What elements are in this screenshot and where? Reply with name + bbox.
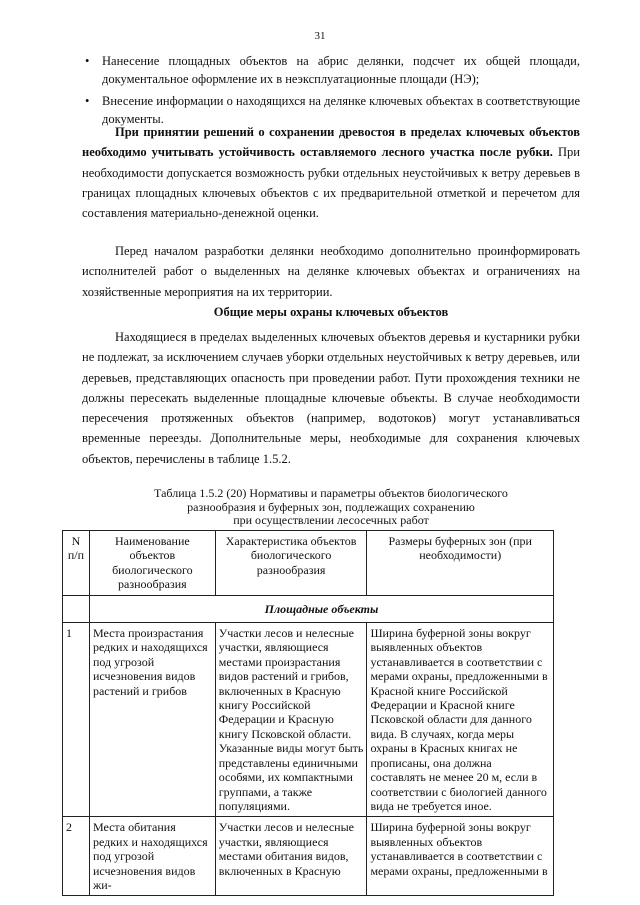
table-section-row [63, 595, 554, 622]
section-title: Площадные объекты [89, 595, 553, 622]
biodiversity-table [62, 530, 554, 896]
bullet-icon: • [85, 54, 90, 68]
row-buffer: Ширина буферной зоны вокруг выявленных объектов устанавливается в соответствии с мерами охраны, предложенными в [367, 817, 554, 896]
caption-line: разнообразия и буферных зон, подлежащих сохранению [187, 499, 475, 514]
bullet-list [82, 53, 580, 133]
table-header-row [63, 531, 554, 596]
list-item [82, 53, 580, 88]
row-buffer: Ширина буферной зоны вокруг выявленных объектов устанавливается в соответствии с мерами охраны, предложенными в Красной книге Российской Федерации и Красной книге Псковской области для данного вида. В случаях, когда меры охраны в Красных книгах не прописаны, она должна составлять не менее 20 м, если в соответствии с биологией данного вида не требуется иное. [367, 623, 554, 817]
row-name: Места обитания редких и находящихся под угрозой исчезновения видов жи- [89, 817, 215, 896]
paragraph-inform-workers [82, 241, 580, 302]
row-characteristic: Участки лесов и нелесные участки, являющиеся местами обитания видов, включенных в Красную [215, 817, 367, 896]
header-name: Наименование объектов биологического разнообразия [89, 531, 215, 596]
paragraph-protection-measures [82, 327, 580, 469]
header-number: N п/п [63, 531, 90, 596]
table-caption [82, 487, 580, 528]
caption-line: при осуществлении лесосечных работ [233, 513, 429, 527]
header-characteristic: Характеристика объектов биологического разнообразия [215, 531, 367, 596]
paragraph-key-objects-decision [82, 122, 580, 223]
table-row [63, 623, 554, 817]
row-number: 1 [63, 623, 90, 817]
row-name: Места произрастания редких и находящихся под угрозой исчезновения видов растений и грибов [89, 623, 215, 817]
row-characteristic: Участки лесов и нелесные участки, являющиеся местами произрастания видов растений и грибов, включенных в Красную книгу Российской Федерации и Красную книгу Псковской области. Указанные виды могут быть представлены единичными особями, их компактными группами, а также популяциями. [215, 623, 367, 817]
table-cell-empty [63, 595, 90, 622]
section-heading: Общие меры охраны ключевых объектов [213, 305, 449, 319]
row-number: 2 [63, 817, 90, 896]
paragraph-bold-text: При принятии решений о сохранении древостоя в пределах ключевых объектов необходимо учитывать устойчивость оставляемого лесного участка после рубки. [82, 125, 580, 160]
caption-line: Таблица 1.5.2 (20) Нормативы и параметры объектов биологического [154, 486, 508, 500]
bullet-icon: • [85, 94, 90, 108]
bullet-text: Внесение информации о находящихся на делянке ключевых объектах в соответствующие документы. [102, 94, 580, 126]
paragraph-text: Перед началом разработки делянки необходимо дополнительно проинформировать исполнителей работ о выделенных на делянке ключевых объектах и ограничениях на хозяйственные мероприятия на их территории. [82, 244, 580, 299]
header-buffer: Размеры буферных зон (при необходимости) [367, 531, 554, 596]
paragraph-text: Находящиеся в пределах выделенных ключевых объектов деревья и кустарники рубки не подлежат, за исключением случаев уборки отдельных неустойчивых к ветру деревьев, или деревьев, представляющих опасность при проведении работ. Пути прохождения техники не должны пересекать выделенные площадные ключевые объекты. В случае необходимости пересечения протяженных объектов (например, водотоков) могут устанавливаться временные переезды. Дополнительные меры, необходимые для сохранения ключевых объектов, перечислены в таблице 1.5.2. [82, 330, 580, 466]
bullet-text: Нанесение площадных объектов на абрис делянки, подсчет их общей площади, документальное оформление их в неэксплуатационные площади (НЭ); [102, 54, 580, 86]
page-number: 31 [314, 30, 326, 42]
table-row [63, 817, 554, 896]
paragraph-text: При необходимости допускается возможность рубки отдельных неустойчивых к ветру деревьев в границах площадных ключевых объектов с их предварительной отметкой и перечетом для составления материально-денежной оценки. [82, 145, 580, 221]
